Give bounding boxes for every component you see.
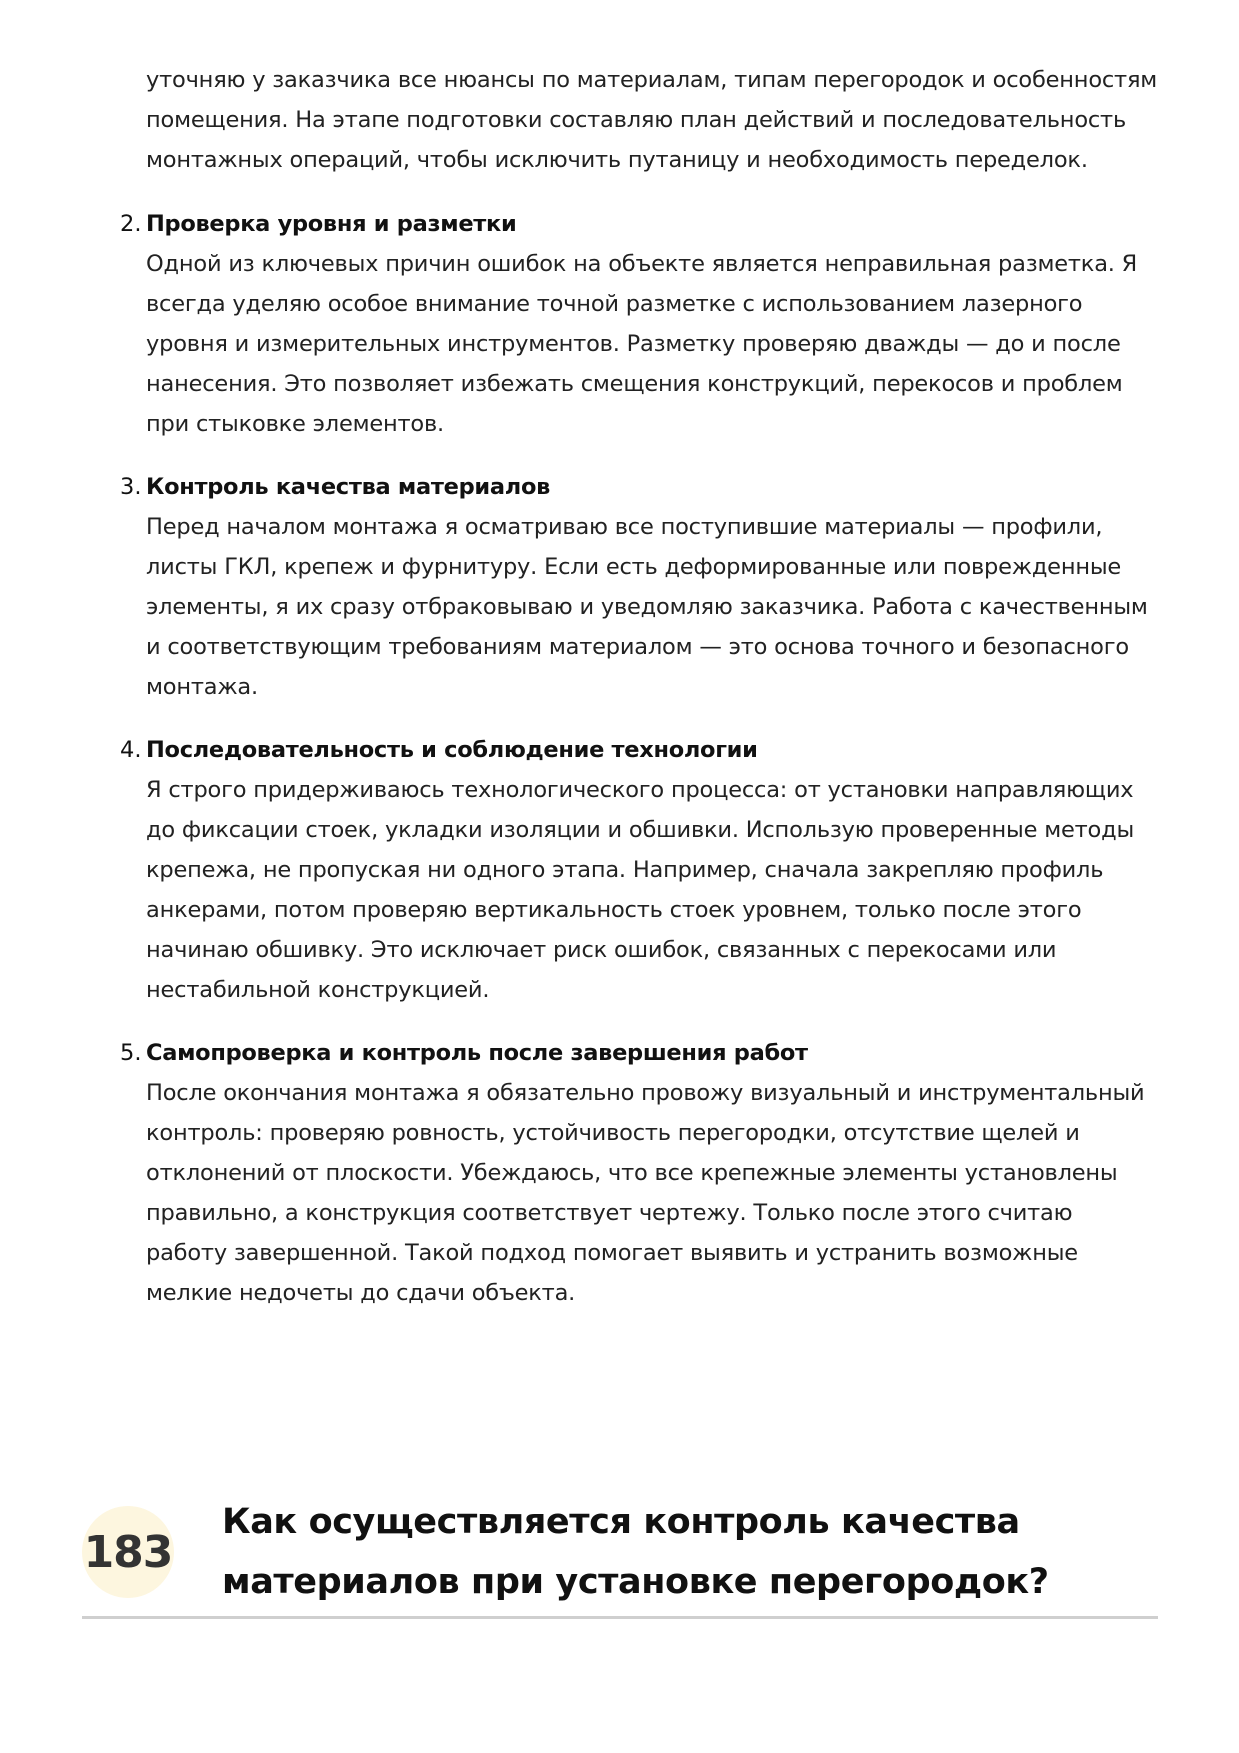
intro-paragraph: уточняю у заказчика все нюансы по материалам, типам перегородок и особенностям помещения. На этапе подготовки составляю план действий и последовательность монтажных операций, чтобы исключить путаницу и необходимость переделок. (146, 67, 1158, 173)
list-item-step-4 (120, 730, 1160, 1010)
step-body: Я строго придерживаюсь технологического процесса: от установки направляющих до фиксации стоек, укладки изоляции и обшивки. Использую проверенные методы крепежа, не пропуская ни одного этапа. Например, сначала закрепляю профиль анкерами, потом проверяю вертикальность стоек уровнем, только после этого начинаю обшивку. Это исключает риск ошибок, связанных с перекосами или нестабильной конструкцией. (146, 777, 1135, 1003)
question-number-badge: 183 (82, 1506, 174, 1598)
steps-list (120, 204, 1160, 1313)
question-heading-block (82, 1492, 1158, 1619)
step-title: Контроль качества материалов (146, 474, 551, 500)
question-title: Как осуществляется контроль качества материалов при установке перегородок? (222, 1502, 1049, 1602)
step-body: Перед началом монтажа я осматриваю все поступившие материалы — профили, листы ГКЛ, крепеж и фурнитуру. Если есть деформированные или поврежденные элементы, я их сразу отбраковываю и уведомляю заказчика. Работа с качественным и соответствующим требованиям материалом — это основа точного и безопасного монтажа. (146, 514, 1148, 700)
step-title: Самопроверка и контроль после завершения работ (146, 1040, 808, 1066)
list-item-step-2 (120, 204, 1160, 444)
answer-content (120, 60, 1160, 1336)
step-number: 3. (120, 474, 142, 500)
list-item-step-3 (120, 467, 1160, 707)
step-body: После окончания монтажа я обязательно провожу визуальный и инструментальный контроль: проверяю ровность, устойчивость перегородки, отсутствие щелей и отклонений от плоскости. Убеждаюсь, что все крепежные элементы установлены правильно, а конструкция соответствует чертежу. Только после этого считаю работу завершенной. Такой подход помогает выявить и устранить возможные мелкие недочеты до сдачи объекта. (146, 1080, 1145, 1306)
step-body: Одной из ключевых причин ошибок на объекте является неправильная разметка. Я всегда уделяю особое внимание точной разметке с использованием лазерного уровня и измерительных инструментов. Разметку проверяю дважды — до и после нанесения. Это позволяет избежать смещения конструкций, перекосов и проблем при стыковке элементов. (146, 251, 1138, 437)
step-number: 5. (120, 1040, 142, 1066)
step-number: 2. (120, 211, 142, 237)
step-number: 4. (120, 737, 142, 763)
step-title: Проверка уровня и разметки (146, 211, 517, 237)
list-item-step-5 (120, 1033, 1160, 1313)
step-title: Последовательность и соблюдение технологии (146, 737, 758, 763)
